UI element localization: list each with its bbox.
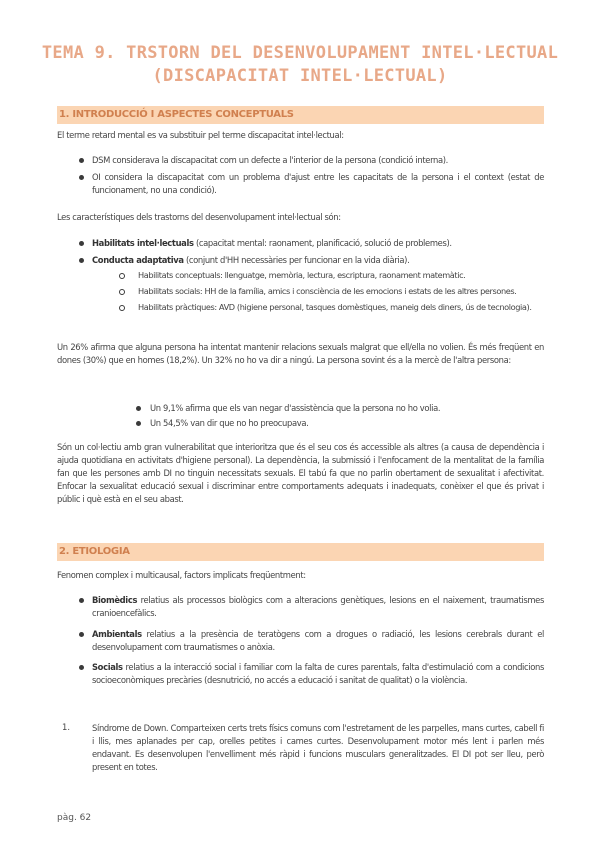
circle-bullet-icon <box>119 305 125 311</box>
sub-list-item: Habilitats pràctiques: AVD (higiene personal, tasques domèstiques, maneig dels diners, ús de tecnologia). <box>138 302 532 312</box>
list-item <box>92 237 544 250</box>
factor-text: relatius a la interacció social i familiar com la falta de cures parentals, falta d'estimulació com a condicions socioeconòmiques precàries (desnutrició, no accés a educació i sanitat de qualitat) o la violència. <box>92 662 545 685</box>
bullet-dot-icon <box>136 406 141 411</box>
paragraph-relations: Un 26% afirma que alguna persona ha intentat mantenir relacions sexuals malgrat que ell/ella no volien. És més freqüent en dones (30%) que en homes (18,2%). Un 32% no ho va dir a ningú. La persona sovint és a la mercè de l'altra persona: <box>57 342 544 365</box>
feature-text: (conjunt d'HH necessàries per funcionar en la vida diària). <box>185 255 410 265</box>
factor-term: Ambientals <box>92 629 142 639</box>
feature-text: (capacitat mental: raonament, planificació, solució de problemes). <box>195 238 452 248</box>
bullet-dot-icon <box>79 258 84 263</box>
bullet-dot-icon <box>136 421 141 426</box>
bullet-dot-icon <box>79 632 84 637</box>
bullet-dot-icon <box>79 158 84 163</box>
page-title-line-2: (DISCAPACITAT INTEL·LECTUAL) <box>152 66 448 86</box>
bullet-dot-icon <box>79 175 84 180</box>
sub-list-item: Habilitats conceptuals: llenguatge, memòria, lectura, escriptura, raonament matemàtic. <box>138 270 466 280</box>
list-item <box>92 628 544 654</box>
feature-term: Habilitats intel·lectuals <box>92 238 194 248</box>
bullet-dot-icon <box>79 665 84 670</box>
feature-term: Conducta adaptativa <box>92 255 184 265</box>
paragraph-intro: El terme retard mental es va substituir pel terme discapacitat intel·lectual: <box>57 130 344 140</box>
list-item: Un 9,1% afirma que els van negar d'assistència que la persona no ho volia. <box>150 403 441 413</box>
list-item <box>92 661 544 687</box>
list-item <box>92 594 544 620</box>
factor-term: Biomèdics <box>92 595 138 605</box>
factor-term: Socials <box>92 662 123 672</box>
sub-list-item: Habilitats socials: HH de la família, amics i consciència de les emocions i estats de les altres persones. <box>138 286 517 296</box>
paragraph-etiology-intro: Fenomen complex i multicausal, factors implicats freqüentment: <box>57 570 306 580</box>
paragraph-features-intro: Les característiques dels trastorns del desenvolupament intel·lectual són: <box>57 212 341 222</box>
numbered-list-item: Síndrome de Down. Comparteixen certs trets físics comuns com l'estretament de les parpelles, mans curtes, cabell fi i llis, mes aplanades per cap, orelles petites i cames curtes. Desenvolupament motor més lent i parlen més endavant. Es desenvolupen l'envelliment més ràpid i funcions musculars generalitzades. El DI pot ser lleu, però present en totes. <box>92 723 544 772</box>
list-item <box>92 254 544 267</box>
circle-bullet-icon <box>119 289 125 295</box>
section-heading-etiologia: 2. ETIOLOGIA <box>57 543 544 561</box>
paragraph-vulnerability: Són un col·lectiu amb gran vulnerabilitat que interioritza que és el seu cos és accessible als altres (a causa de dependència i ajuda quotidiana en activitats d'higiene personal). La dependència, la submissió i l'enfocament de la mentalitat de la família fan que les persones amb DI no tinguin necessitats sexuals. El tabú fa que no parlin obertament de sexualitat i afectivitat. Enfocar la sexualitat educació sexual i discriminar entre comportaments adequats i inadequats, conèixer el que és privat i públic i què està en el seu abast. <box>57 442 544 504</box>
page-title-line-1: TEMA 9. TRSTORN DEL DESENVOLUPAMENT INTEL·LECTUAL <box>41 43 559 63</box>
page-number: pàg. 62 <box>57 813 92 823</box>
circle-bullet-icon <box>119 273 125 279</box>
list-item: DSM considerava la discapacitat com un defecte a l'interior de la persona (condició interna). <box>92 155 448 165</box>
list-number: 1. <box>62 722 70 732</box>
list-item: OI considera la discapacitat com un problema d'ajust entre les capacitats de la persona i el context (estat de funcionament, no una condició). <box>92 172 544 195</box>
bullet-dot-icon <box>79 598 84 603</box>
factor-text: relatius als processos biològics com a alteracions genètiques, lesions en el naixement, traumatismes cranioencefàlics. <box>92 595 544 618</box>
bullet-dot-icon <box>79 241 84 246</box>
list-item: Un 54,5% van dir que no ho preocupava. <box>150 418 309 428</box>
section-heading-introduccio: 1. INTRODUCCIÓ I ASPECTES CONCEPTUALS <box>57 106 544 124</box>
factor-text: relatius a la presència de teratògens com a drogues o radiació, les lesions cerebrals durant el desenvolupament com traumatismes o anòxia. <box>92 629 544 652</box>
